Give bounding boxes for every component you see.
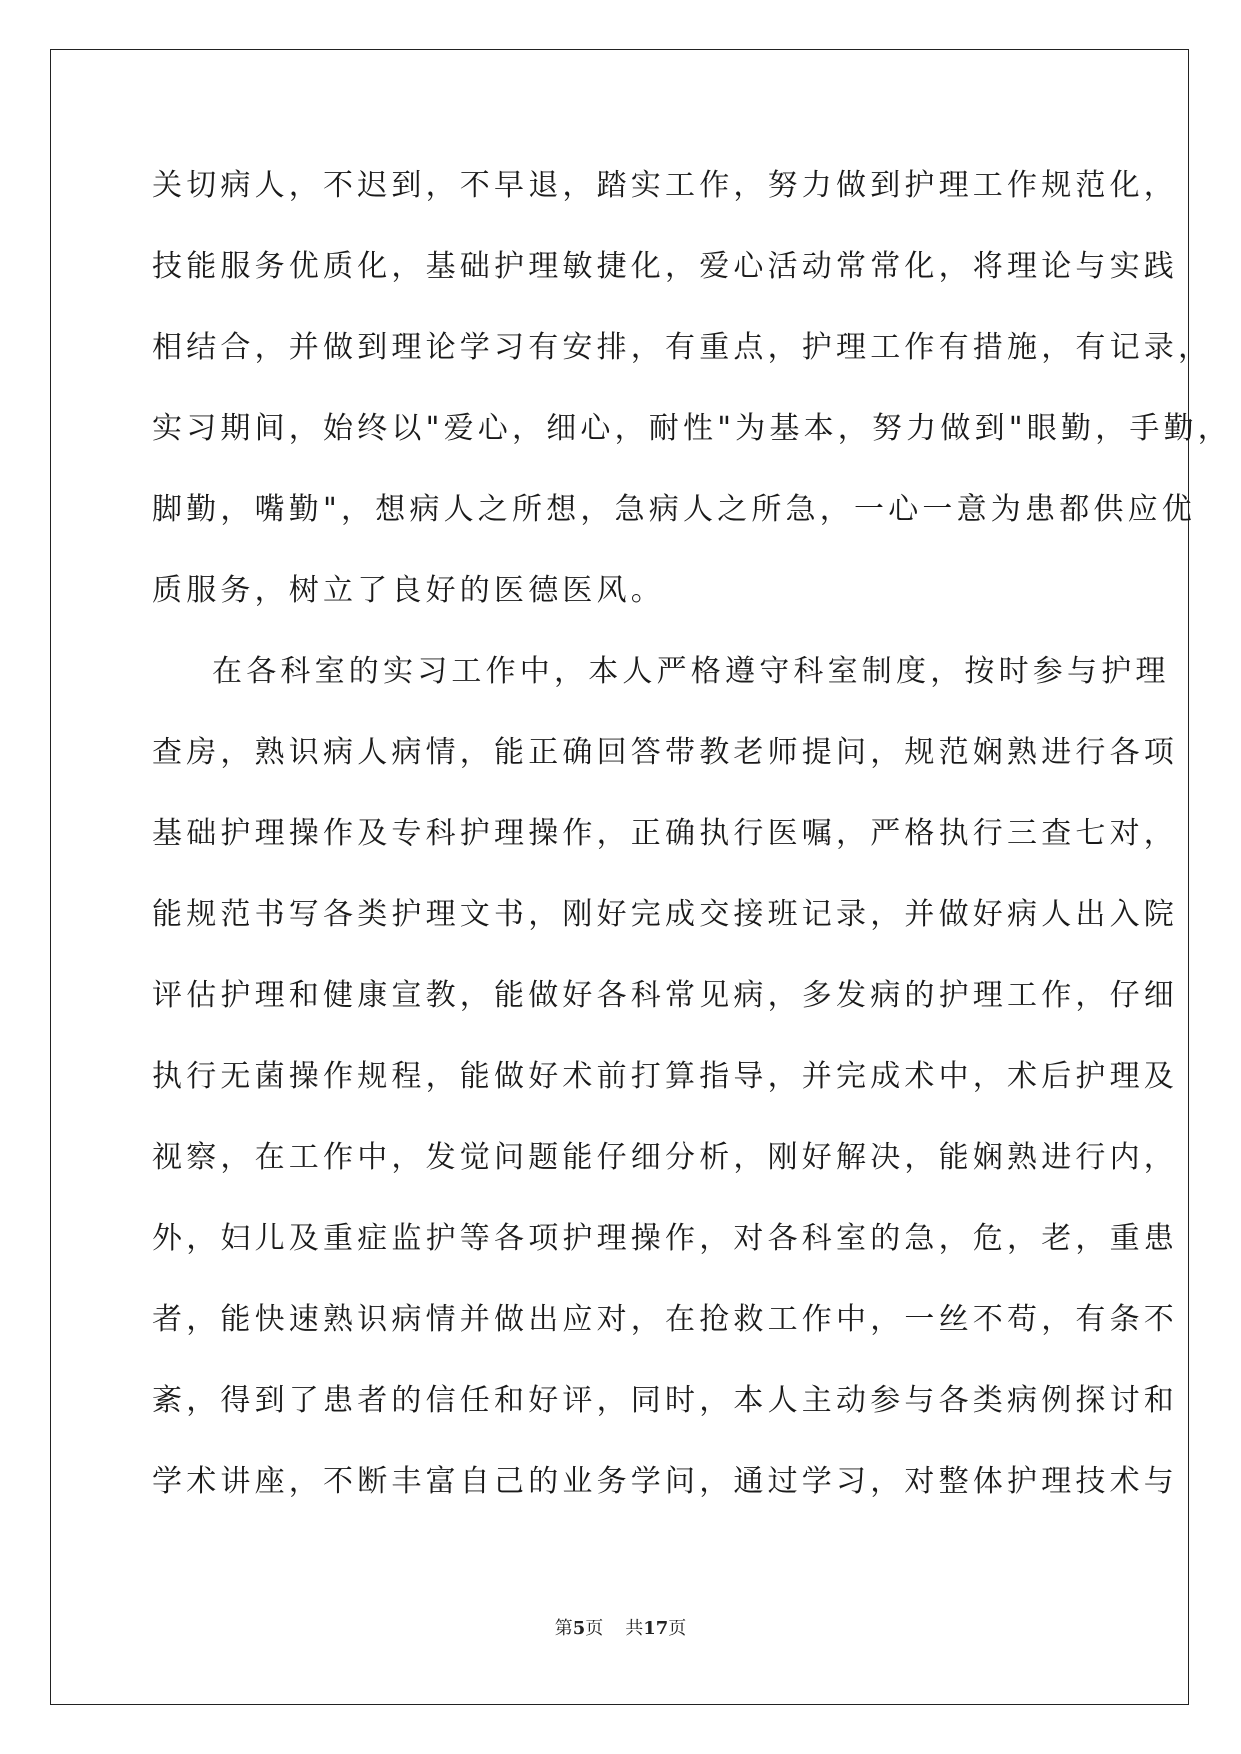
total-prefix: 共 [625, 1618, 644, 1639]
total-suffix: 页 [668, 1618, 687, 1639]
total-pages: 17 [643, 1618, 669, 1639]
text-line: 者，能快速熟识病情并做出应对，在抢救工作中，一丝不苟，有条不 [152, 1302, 1178, 1337]
text-line: 质服务，树立了良好的医德医风。 [152, 573, 665, 608]
document-body [152, 160, 1232, 1537]
text-line: 视察，在工作中，发觉问题能仔细分析，刚好解决，能娴熟进行内， [152, 1140, 1178, 1175]
page-prefix: 第 [554, 1618, 573, 1639]
page-number: 5 [572, 1618, 586, 1639]
text-line: 学术讲座，不断丰富自己的业务学问，通过学习，对整体护理技术与 [152, 1464, 1178, 1499]
text-line: 相结合，并做到理论学习有安排，有重点，护理工作有措施，有记录， [152, 330, 1213, 365]
text-line: 查房，熟识病人病情，能正确回答带教老师提问，规范娴熟进行各项 [152, 735, 1178, 770]
text-line: 紊，得到了患者的信任和好评，同时，本人主动参与各类病例探讨和 [152, 1383, 1178, 1418]
text-line: 脚勤，嘴勤"，想病人之所想，急病人之所急，一心一意为患都供应优 [152, 492, 1196, 527]
text-line: 关切病人，不迟到，不早退，踏实工作，努力做到护理工作规范化， [152, 168, 1178, 203]
text-line: 能规范书写各类护理文书，刚好完成交接班记录，并做好病人出入院 [152, 897, 1178, 932]
text-line: 技能服务优质化，基础护理敏捷化，爱心活动常常化，将理论与实践 [152, 249, 1178, 284]
page-suffix: 页 [585, 1618, 604, 1639]
text-line: 执行无菌操作规程，能做好术前打算指导，并完成术中，术后护理及 [152, 1059, 1178, 1094]
text-line: 实习期间，始终以"爱心，细心，耐性"为基本，努力做到"眼勤，手勤， [152, 411, 1232, 446]
text-line: 外，妇儿及重症监护等各项护理操作，对各科室的急，危，老，重患 [152, 1221, 1178, 1256]
page-footer [0, 1614, 1241, 1640]
text-line: 基础护理操作及专科护理操作，正确执行医嘱，严格执行三查七对， [152, 816, 1178, 851]
text-line: 评估护理和健康宣教，能做好各科常见病，多发病的护理工作，仔细 [152, 978, 1178, 1013]
paragraph-first-line: 在各科室的实习工作中，本人严格遵守科室制度，按时参与护理 [212, 654, 1170, 689]
